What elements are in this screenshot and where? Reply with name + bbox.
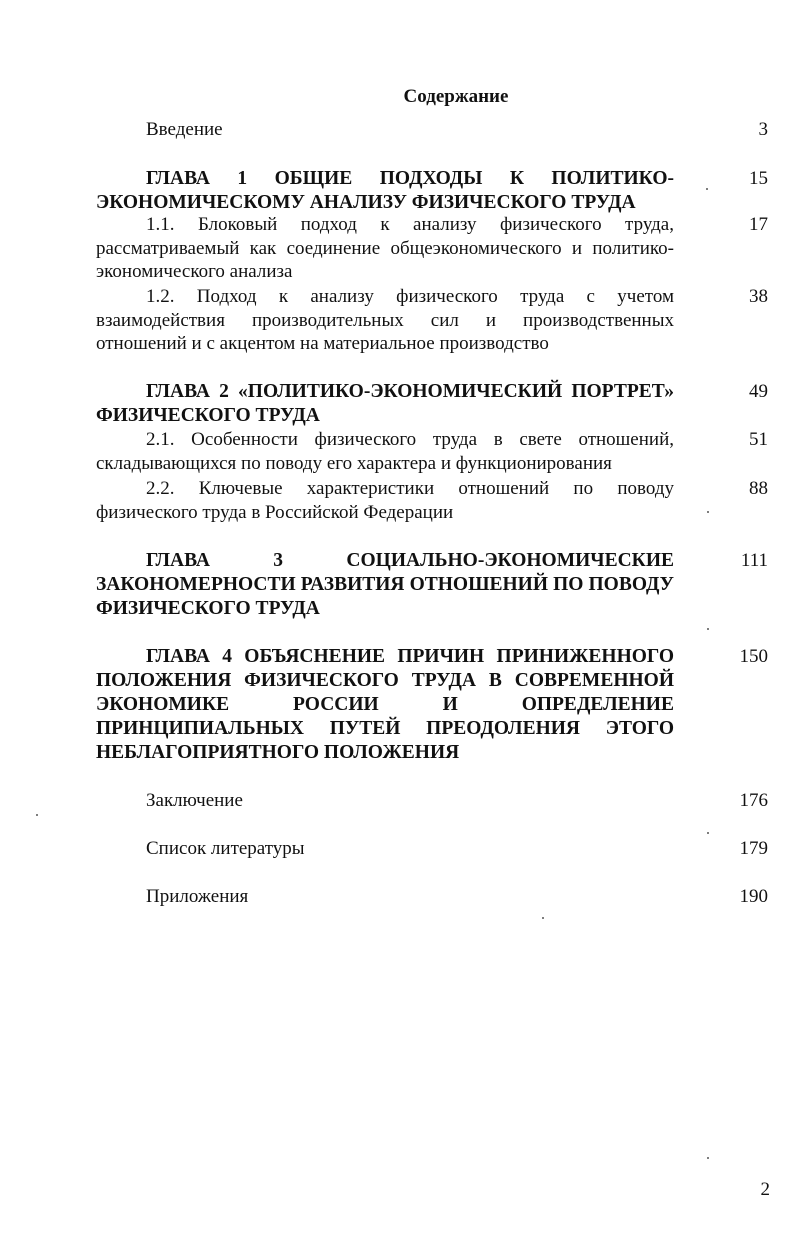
scan-speck xyxy=(707,832,709,834)
toc-entry-title: 2.1. Особенности физического труда в свете отношений, складывающихся по поводу его характера и функционирования xyxy=(96,429,674,474)
toc-page-number: 179 xyxy=(739,838,768,859)
toc-entry-title: 2.2. Ключевые характеристики отношений по поводу физического труда в Российской Федерации xyxy=(96,478,674,523)
toc-entry-chapter-1[interactable] xyxy=(96,167,674,215)
toc-entry-chapter-2[interactable] xyxy=(96,380,674,428)
scan-speck xyxy=(706,188,708,190)
toc-entry-title: ГЛАВА 1 ОБЩИЕ ПОДХОДЫ К ПОЛИТИКО-ЭКОНОМИЧЕСКОМУ АНАЛИЗУ ФИЗИЧЕСКОГО ТРУДА xyxy=(96,168,674,213)
toc-entry-conclusion[interactable] xyxy=(96,789,674,813)
page-title-text: Содержание xyxy=(403,86,509,107)
toc-entry-section-2-2[interactable] xyxy=(96,477,674,524)
toc-page-number: 176 xyxy=(739,790,768,811)
toc-page-number: 17 xyxy=(749,214,768,235)
toc-page-number: 38 xyxy=(749,286,768,307)
toc-entry-title: Список литературы xyxy=(146,838,305,859)
toc-entry-section-1-1[interactable] xyxy=(96,213,674,284)
toc-entry-chapter-3[interactable] xyxy=(96,549,674,621)
scan-speck xyxy=(707,1157,709,1159)
scan-speck xyxy=(707,628,709,630)
toc-page-number: 3 xyxy=(758,119,768,140)
toc-entry-appendices[interactable] xyxy=(96,885,674,909)
toc-page-number: 88 xyxy=(749,478,768,499)
scan-speck xyxy=(542,917,544,919)
toc-entry-title: 1.2. Подход к анализу физического труда с учетом взаимодействия производительных сил и производственных отношений и с акцентом на материальное производство xyxy=(96,286,674,354)
toc-entry-section-1-2[interactable] xyxy=(96,285,674,356)
page-title xyxy=(0,85,793,109)
toc-entry-title: ГЛАВА 4 ОБЪЯСНЕНИЕ ПРИЧИН ПРИНИЖЕННОГО ПОЛОЖЕНИЯ ФИЗИЧЕСКОГО ТРУДА В СОВРЕМЕННОЙ ЭКОНОМИКЕ РОССИИ И ОПРЕДЕЛЕНИЕ ПРИНЦИПИАЛЬНЫХ ПУТЕЙ ПРЕОДОЛЕНИЯ ЭТОГО НЕБЛАГОПРИЯТНОГО ПОЛОЖЕНИЯ xyxy=(96,646,674,763)
toc-page-number: 15 xyxy=(749,168,768,189)
scan-speck xyxy=(36,814,38,816)
toc-entry-introduction[interactable] xyxy=(96,118,674,142)
toc-page-number: 150 xyxy=(739,646,768,667)
toc-entry-section-2-1[interactable] xyxy=(96,428,674,475)
toc-entry-bibliography[interactable] xyxy=(96,837,674,861)
toc-page-number: 111 xyxy=(740,550,768,571)
toc-page-number: 49 xyxy=(749,381,768,402)
toc-entry-title: 1.1. Блоковый подход к анализу физического труда, рассматриваемый как соединение общеэкономического и политико-экономического анализа xyxy=(96,214,674,282)
toc-entry-title: Заключение xyxy=(146,790,243,811)
toc-entry-title: Введение xyxy=(146,119,223,140)
toc-entry-title: ГЛАВА 2 «ПОЛИТИКО-ЭКОНОМИЧЕСКИЙ ПОРТРЕТ» ФИЗИЧЕСКОГО ТРУДА xyxy=(96,381,674,426)
toc-entry-chapter-4[interactable] xyxy=(96,645,674,765)
toc-entry-title: ГЛАВА 3 СОЦИАЛЬНО-ЭКОНОМИЧЕСКИЕ ЗАКОНОМЕРНОСТИ РАЗВИТИЯ ОТНОШЕНИЙ ПО ПОВОДУ ФИЗИЧЕСКОГО ТРУДА xyxy=(96,550,674,619)
toc-entry-title: Приложения xyxy=(146,886,249,907)
toc-page-number: 51 xyxy=(749,429,768,450)
toc-page-number: 190 xyxy=(739,886,768,907)
scan-speck xyxy=(707,511,709,513)
footer-page-number: 2 xyxy=(760,1179,770,1200)
